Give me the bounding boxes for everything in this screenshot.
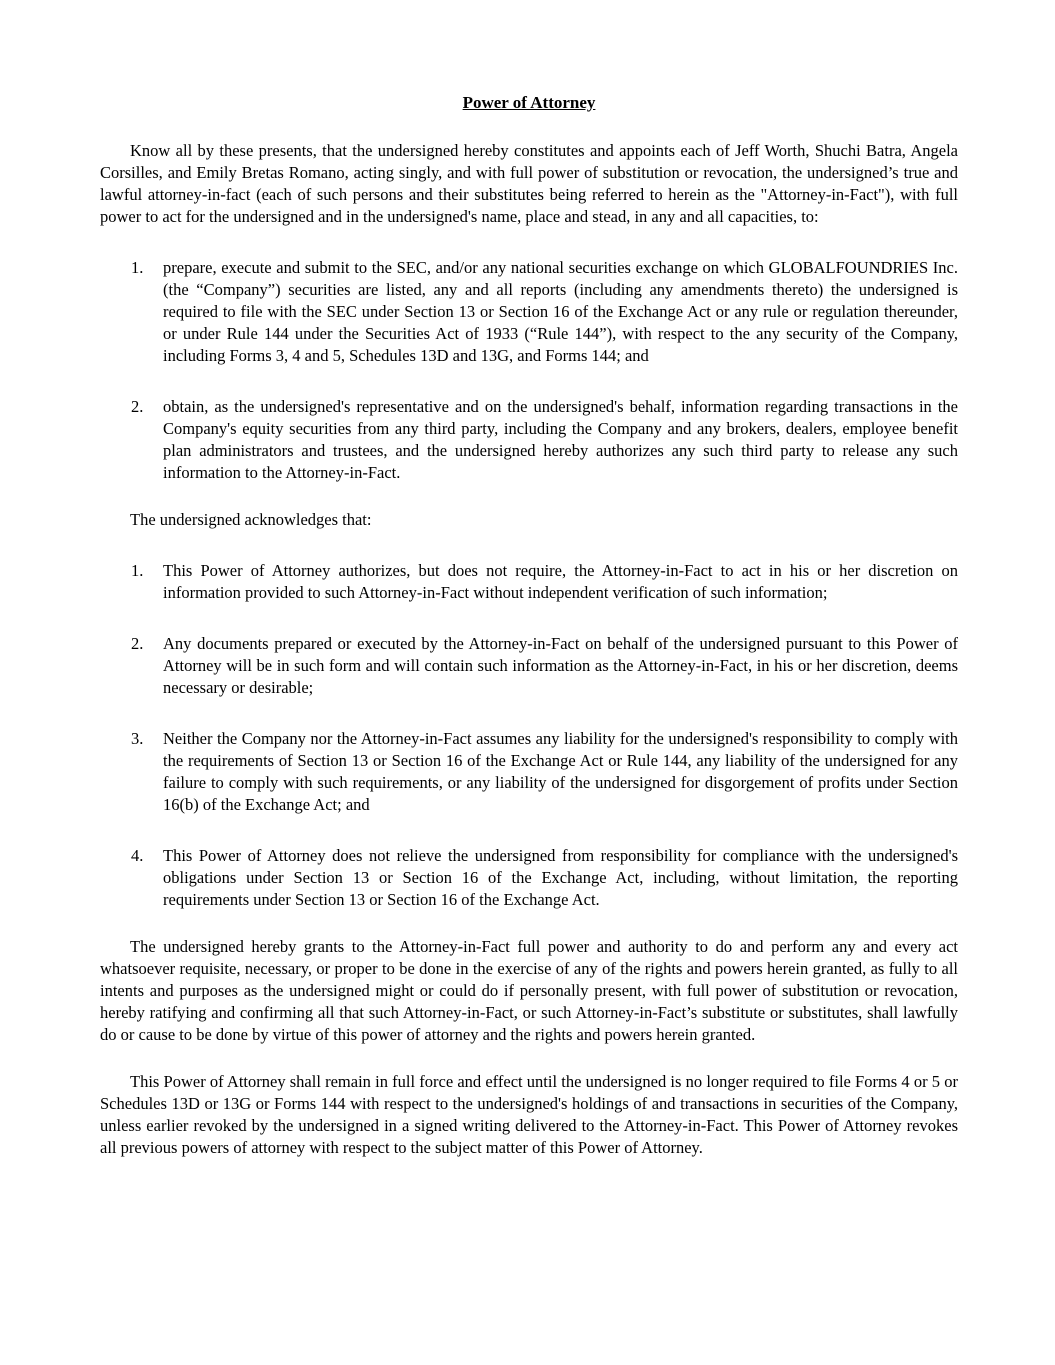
list-item: [100, 845, 958, 911]
grant-paragraph: The undersigned hereby grants to the Attorney-in-Fact full power and authority to do and perform any and every act whatsoever requisite, necessary, or proper to be done in the exercise of any of the rights and powers herein granted, as fully to all intents and purposes as the undersigned might or could do if personally present, with full power of substitution or revocation, hereby ratifying and confirming all that such Attorney-in-Fact, or such Attorney-in-Fact’s substitute or substitutes, shall lawfully do or cause to be done by virtue of this power of attorney and the rights and powers herein granted.: [100, 937, 958, 1044]
document-title: Power of Attorney: [462, 93, 596, 112]
powers-list: [100, 257, 958, 484]
acknowledgement-intro-paragraph: The undersigned acknowledges that:: [130, 510, 372, 529]
list-item-text: This Power of Attorney authorizes, but does not require, the Attorney-in-Fact to act in his or her discretion on information provided to such Attorney-in-Fact without independent verification of such information;: [163, 561, 958, 602]
acknowledgements-list: [100, 560, 958, 911]
list-item-text: Neither the Company nor the Attorney-in-Fact assumes any liability for the undersigned's responsibility to comply with the requirements of Section 13 or Section 16 of the Exchange Act or Rule 144, any liability of the undersigned for any failure to comply with such requirements, or any liability of the undersigned for disgorgement of profits under Section 16(b) of the Exchange Act; and: [163, 729, 958, 814]
list-item-number: 2.: [131, 397, 144, 416]
list-item: [100, 560, 958, 604]
list-item: [100, 633, 958, 699]
duration-paragraph: This Power of Attorney shall remain in full force and effect until the undersigned is no longer required to file Forms 4 or 5 or Schedules 13D or 13G or Forms 144 with respect to the undersigned's holdings of and transactions in securities of the Company, unless earlier revoked by the undersigned in a signed writing delivered to the Attorney-in-Fact. This Power of Attorney revokes all previous powers of attorney with respect to the subject matter of this Power of Attorney.: [100, 1072, 958, 1157]
list-item: [100, 396, 958, 484]
list-item-text: obtain, as the undersigned's representative and on the undersigned's behalf, information regarding transactions in the Company's equity securities from any third party, including the Company and any brokers, dealers, employee benefit plan administrators and trustees, and the undersigned hereby authorizes any such third party to release any such information to the Attorney-in-Fact.: [163, 397, 958, 482]
list-item-number: 3.: [131, 729, 144, 748]
list-item-number: 2.: [131, 634, 144, 653]
list-item: [100, 728, 958, 816]
list-item: [100, 257, 958, 367]
list-item-number: 1.: [131, 561, 144, 580]
list-item-number: 4.: [131, 846, 144, 865]
list-item-text: prepare, execute and submit to the SEC, and/or any national securities exchange on which GLOBALFOUNDRIES Inc. (the “Company”) securities are listed, any and all reports (including any amendments thereto) the undersigned is required to file with the SEC under Section 13 or Section 16 of the Exchange Act or any rule or regulation thereunder, or under Rule 144 under the Securities Act of 1933 (“Rule 144”), with respect to the any security of the Company, including Forms 3, 4 and 5, Schedules 13D and 13G, and Forms 144; and: [163, 258, 958, 365]
intro-paragraph: Know all by these presents, that the undersigned hereby constitutes and appoints each of Jeff Worth, Shuchi Batra, Angela Corsilles, and Emily Bretas Romano, acting singly, and with full power of substitution or revocation, the undersigned’s true and lawful attorney-in-fact (each of such persons and their substitutes being referred to herein as the "Attorney-in-Fact"), with full power to act for the undersigned and in the undersigned's name, place and stead, in any and all capacities, to:: [100, 141, 958, 226]
list-item-text: This Power of Attorney does not relieve the undersigned from responsibility for compliance with the undersigned's obligations under Section 13 or Section 16 of the Exchange Act, including, without limitation, the reporting requirements under Section 13 or Section 16 of the Exchange Act.: [163, 846, 958, 909]
list-item-number: 1.: [131, 258, 144, 277]
list-item-text: Any documents prepared or executed by the Attorney-in-Fact on behalf of the undersigned pursuant to this Power of Attorney will be in such form and will contain such information as the Attorney-in-Fact, in his or her discretion, deems necessary or desirable;: [163, 634, 958, 697]
